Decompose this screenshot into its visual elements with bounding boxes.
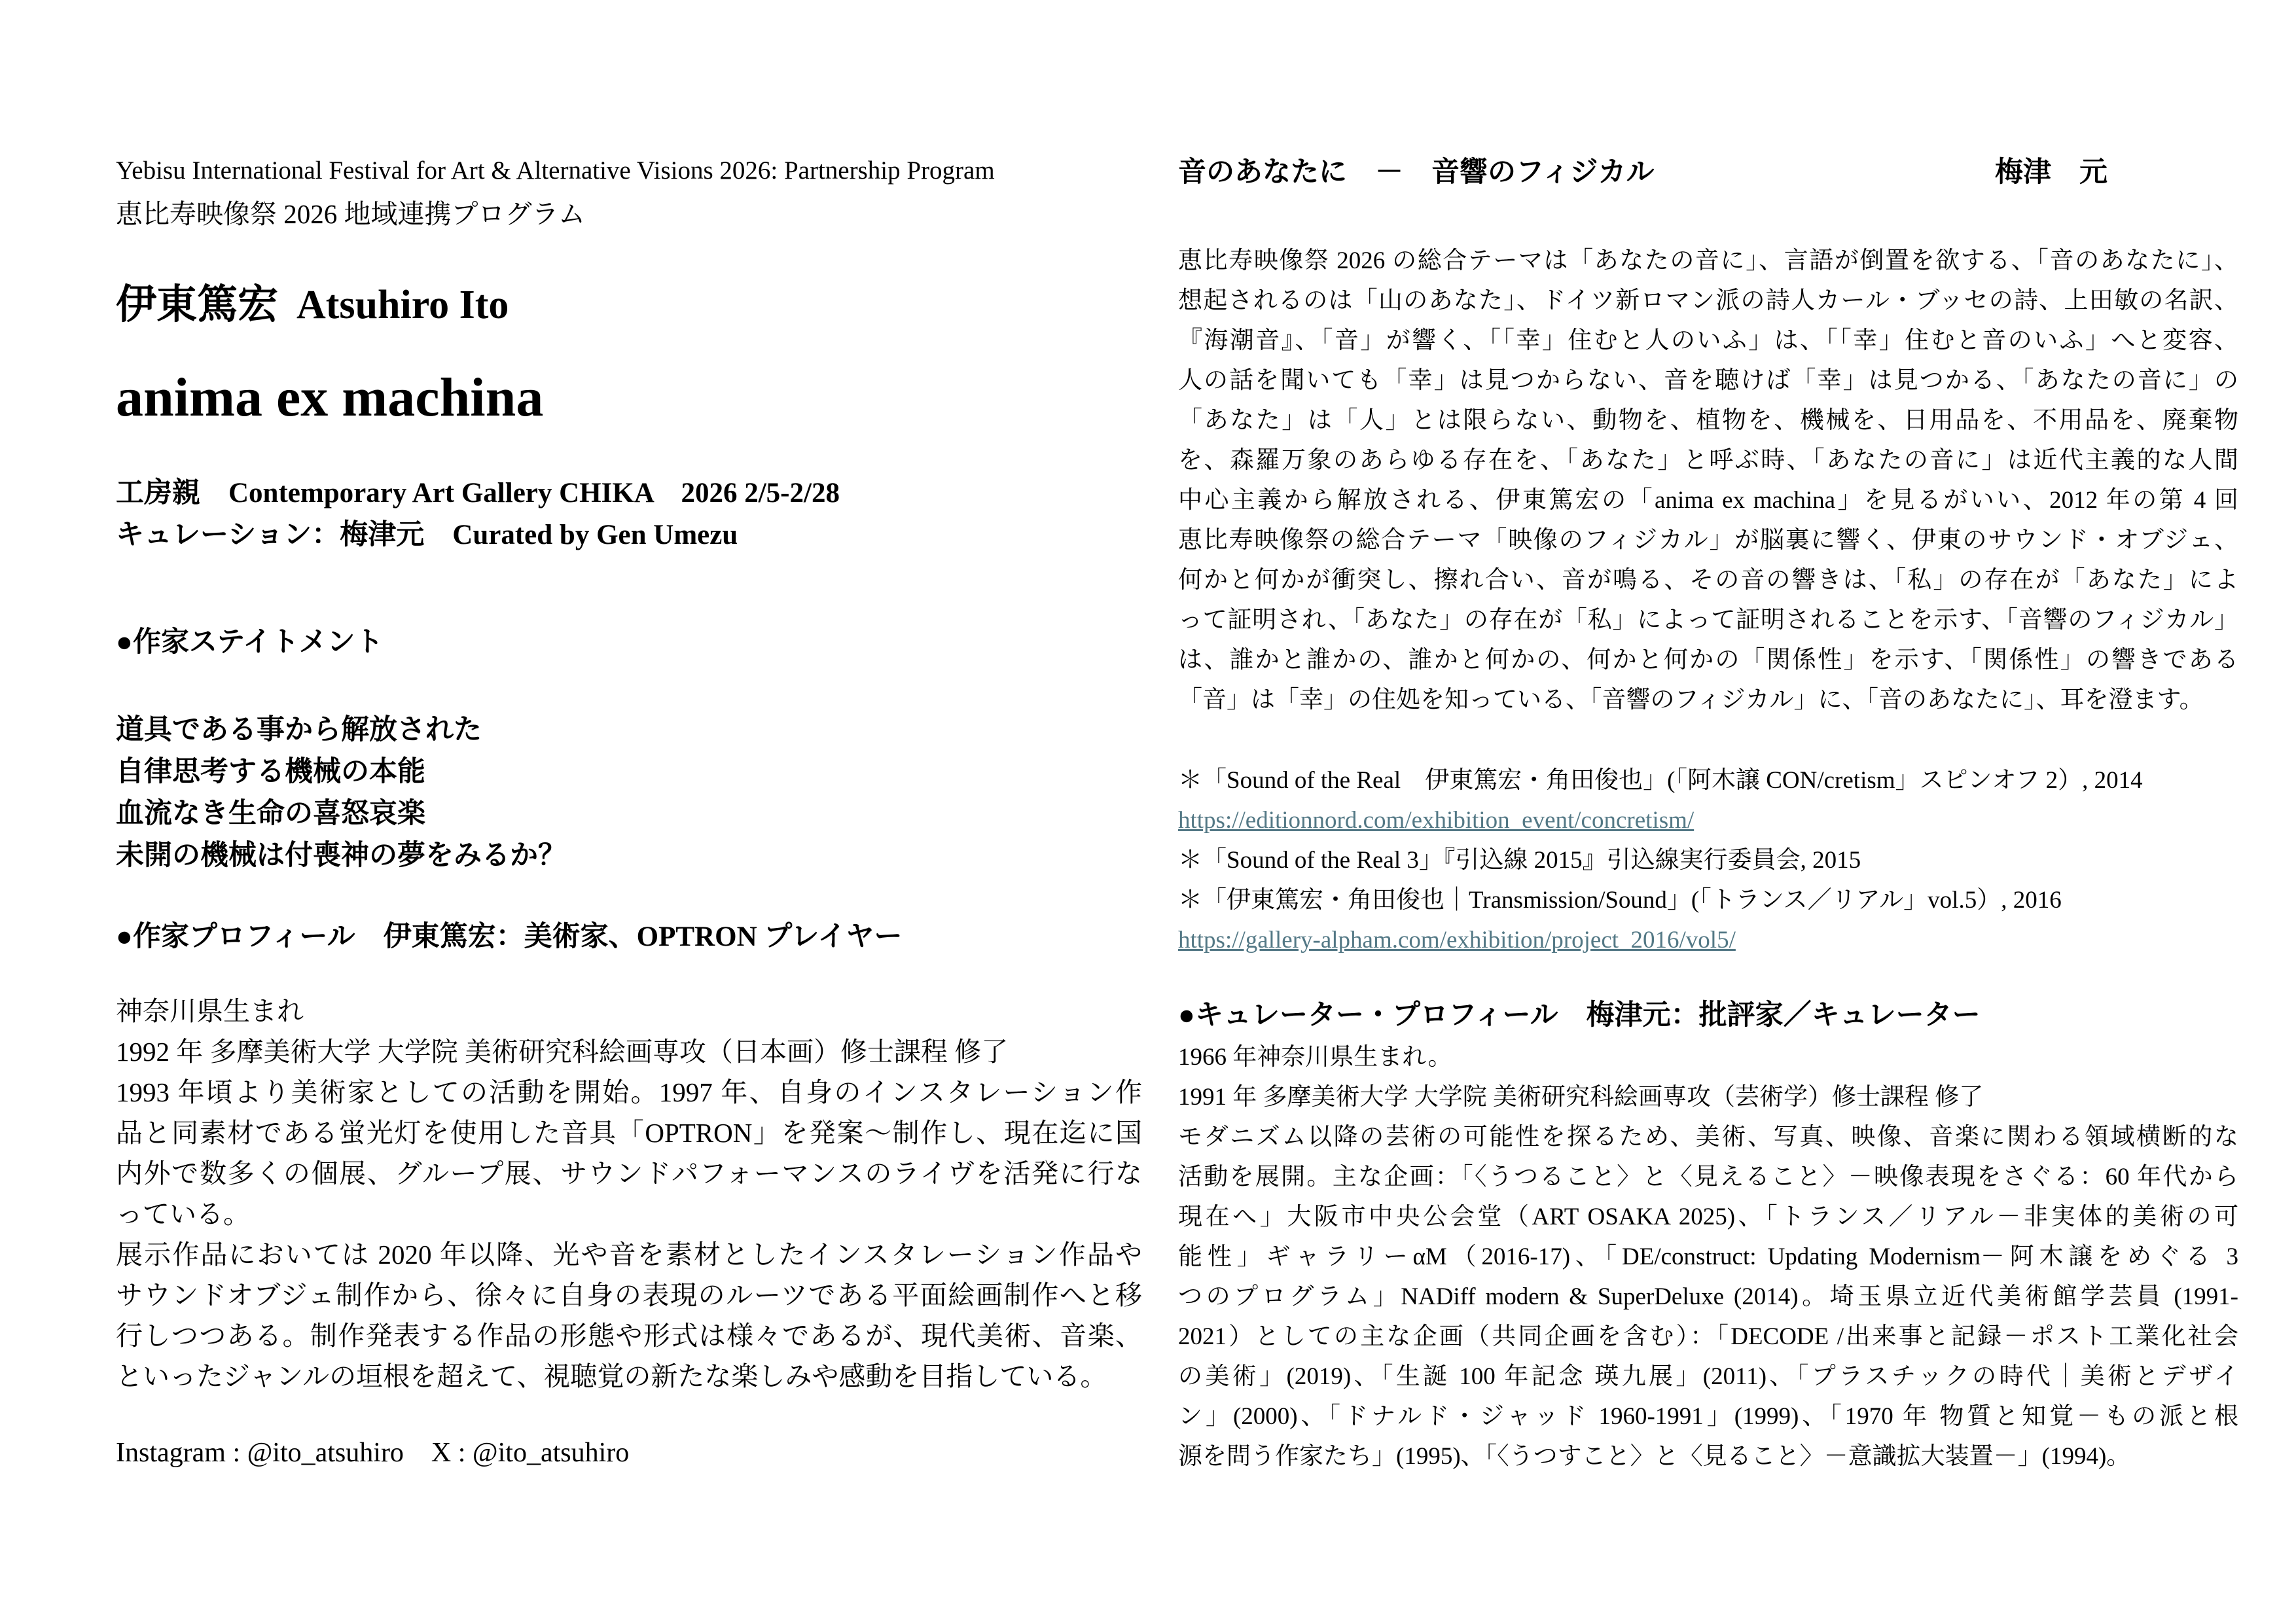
curator-profile-line: 1991 年 多摩美術大学 大学院 美術研究科絵画専攻（芸術学）修士課程 修了 [1178,1084,1984,1111]
exhibition-title: anima ex machina [116,367,544,428]
essay-line: は、誰かと誰かの、誰かと何かの、何かと何かの「関係性」を示す、「関係性」の響きである [1178,647,2238,673]
essay-line: 中心主義から解放される、伊東篤宏の「anima ex machina」を見るがいい、2012 年の第 4 回 [1178,487,2238,514]
essay-line: 何かと何かが衝突し、擦れ合い、音が鳴る、その音の響きは、「私」の存在が「あなた」によ [1178,567,2238,594]
statement-block [116,709,1142,877]
essay-line: 人の話を聞いても「幸」は見つからない、音を聴けば「幸」は見つかる、「あなたの音に」の [1178,367,2238,394]
venue-line: 工房親 Contemporary Art Gallery CHIKA 2026 2/5-2/28 [116,478,840,508]
reference-item: ＊「伊東篤宏・角田俊也｜Transmission/Sound」(「トランス／リアル」vol.5）, 2016 [1178,887,2062,914]
curator-profile-line: ン」(2000)、「ドナルド・ジャッド 1960-1991」(1999)、「1970 年 物質と知覚－もの派と根 [1178,1403,2238,1430]
left-column [116,149,1142,1473]
artist-profile-line: 品と同素材である蛍光灯を使用した音具「OPTRON」を発案〜制作し、現在迄に国 [116,1118,1142,1148]
social-handles-line: Instagram : @ito_atsuhiro X : @ito_atsuhiro [116,1438,630,1468]
curator-profile-line: つのプログラム」NADiff modern & SuperDeluxe (2014)。埼玉県立近代美術館学芸員 (1991- [1178,1283,2238,1310]
essay-line: って証明され、「あなた」の存在が「私」によって証明されることを示す、「音響のフィジカル」 [1178,607,2238,633]
reference-item: ＊「Sound of the Real 伊東篤宏・角田俊也」(「阿木譲 CON/cretism」スピンオフ 2）, 2014 [1178,767,2143,794]
essay-author: 梅津 元 [1995,157,2108,188]
essay-header [1178,152,2238,194]
artist-name-en: Atsuhiro Ito [296,283,509,327]
curator-profile-block [1178,1037,2238,1476]
festival-header-jp: 恵比寿映像祭 2026 地域連携プログラム [116,199,586,229]
curator-profile-line: 源を問う作家たち」(1995)、「〈うつすこと〉と〈見ること〉－意識拡大装置－」(1994)。 [1178,1443,2131,1470]
reference-item: ＊「Sound of the Real 3」『引込線 2015』引込線実行委員会, 2015 [1178,847,1861,874]
artist-profile-line: 神奈川県生まれ [116,996,304,1026]
statement-line: 自律思考する機械の本能 [116,757,425,787]
artist-profile-block [116,991,1142,1397]
reference-link-row [1178,800,2238,840]
statement-line: 道具である事から解放された [116,715,482,745]
statement-heading: ●作家ステイトメント [116,627,384,658]
artist-profile-line: 1992 年 多摩美術大学 大学院 美術研究科絵画専攻（日本画）修士課程 修了 [116,1037,1009,1067]
curator-profile-line: 1966 年神奈川県生まれ。 [1178,1044,1452,1071]
curator-profile-line: 活動を展開。主な企画：「〈うつること〉と〈見えること〉－映像表現をさぐる：60 年代から [1178,1164,2238,1190]
references-block [1178,760,2238,960]
artist-name-title [116,281,1142,329]
artist-profile-line: といったジャンルの垣根を超えて、視聴覚の新たな楽しみや感動を目指している。 [116,1361,1107,1391]
artist-profile-line: サウンドオブジェ制作から、徐々に自身の表現のルーツである平面絵画制作へと移 [116,1280,1142,1310]
statement-line: 血流なき生命の喜怒哀楽 [116,798,425,829]
right-column [1178,152,2238,1476]
essay-line: 「音」は「幸」の住処を知っている、「音響のフィジカル」に、「音のあなたに」、耳を澄ます。 [1178,687,2204,713]
curator-profile-line: 2021）としての主な企画（共同企画を含む）：「DECODE /出来事と記録－ポスト工業化社会 [1178,1323,2238,1350]
artist-profile-line: 1993 年頃より美術家としての活動を開始。1997 年、自身のインスタレーション作 [116,1077,1142,1107]
essay-line: 恵比寿映像祭の総合テーマ「映像のフィジカル」が脳裏に響く、伊東のサウンド・オブジェ、 [1178,527,2238,554]
curator-profile-line: モダニズム以降の芸術の可能性を探るため、美術、写真、映像、音楽に関わる領域横断的な [1178,1124,2238,1150]
essay-line: 恵比寿映像祭 2026 の総合テーマは「あなたの音に」、言語が倒置を欲する、「音のあなたに」、 [1178,247,2238,274]
gallery-alpham-link[interactable]: https://gallery-alpham.com/exhibition/project_2016/vol5/ [1178,927,1736,954]
curator-profile-line: 能性」ギャラリーαM（2016-17)、「DE/construct: Updating Modernism－阿木譲をめぐる 3 [1178,1243,2238,1270]
artist-profile-line: っている。 [116,1199,250,1229]
artist-profile-line: 行しつつある。制作発表する作品の形態や形式は様々であるが、現代美術、音楽、 [116,1321,1142,1351]
festival-header-en: Yebisu International Festival for Art & Alternative Visions 2026: Partnership Program [116,156,995,185]
reference-link-row [1178,920,2238,960]
essay-line: 『海潮音』、「音」が響く、「「幸」住むと人のいふ」は、「「幸」住むと音のいふ」へと変容、 [1178,327,2238,354]
essay-line: を、森羅万象のあらゆる存在を、「あなた」と呼ぶ時、「あなたの音に」は近代主義的な人間 [1178,447,2238,474]
artist-profile-heading: ●作家プロフィール 伊東篤宏：美術家、OPTRON プレイヤー [116,921,903,952]
essay-line: 想起されるのは「山のあなた」、ドイツ新ロマン派の詩人カール・ブッセの詩、上田敏の名訳、 [1178,287,2238,314]
artist-profile-line: 内外で数多くの個展、グループ展、サウンドパフォーマンスのライヴを活発に行な [116,1158,1142,1188]
curator-profile-heading: ●キュレーター・プロフィール 梅津元：批評家／キュレーター [1178,1000,1981,1031]
curator-profile-line: 現在へ」大阪市中央公会堂（ART OSAKA 2025)、「トランス／リアル－非実体的美術の可 [1178,1204,2238,1230]
editionnord-link[interactable]: https://editionnord.com/exhibition_event/concretism/ [1178,807,1695,834]
essay-line: 「あなた」は「人」とは限らない、動物を、植物を、機械を、日用品を、不用品を、廃棄物 [1178,407,2238,434]
essay-body [1178,241,2238,720]
essay-title: 音のあなたに － 音響のフィジカル [1178,157,1655,188]
artist-profile-line: 展示作品においては 2020 年以降、光や音を素材としたインスタレーション作品や [116,1240,1142,1270]
curation-line: キュレーション：梅津元 Curated by Gen Umezu [116,520,738,550]
statement-line: 未開の機械は付喪神の夢をみるか？ [116,840,566,871]
artist-name-jp: 伊東篤宏 [116,283,279,327]
curator-profile-line: の美術」(2019)、「生誕 100 年記念 瑛九展」(2011)、「プラスチックの時代｜美術とデザイ [1178,1363,2238,1390]
